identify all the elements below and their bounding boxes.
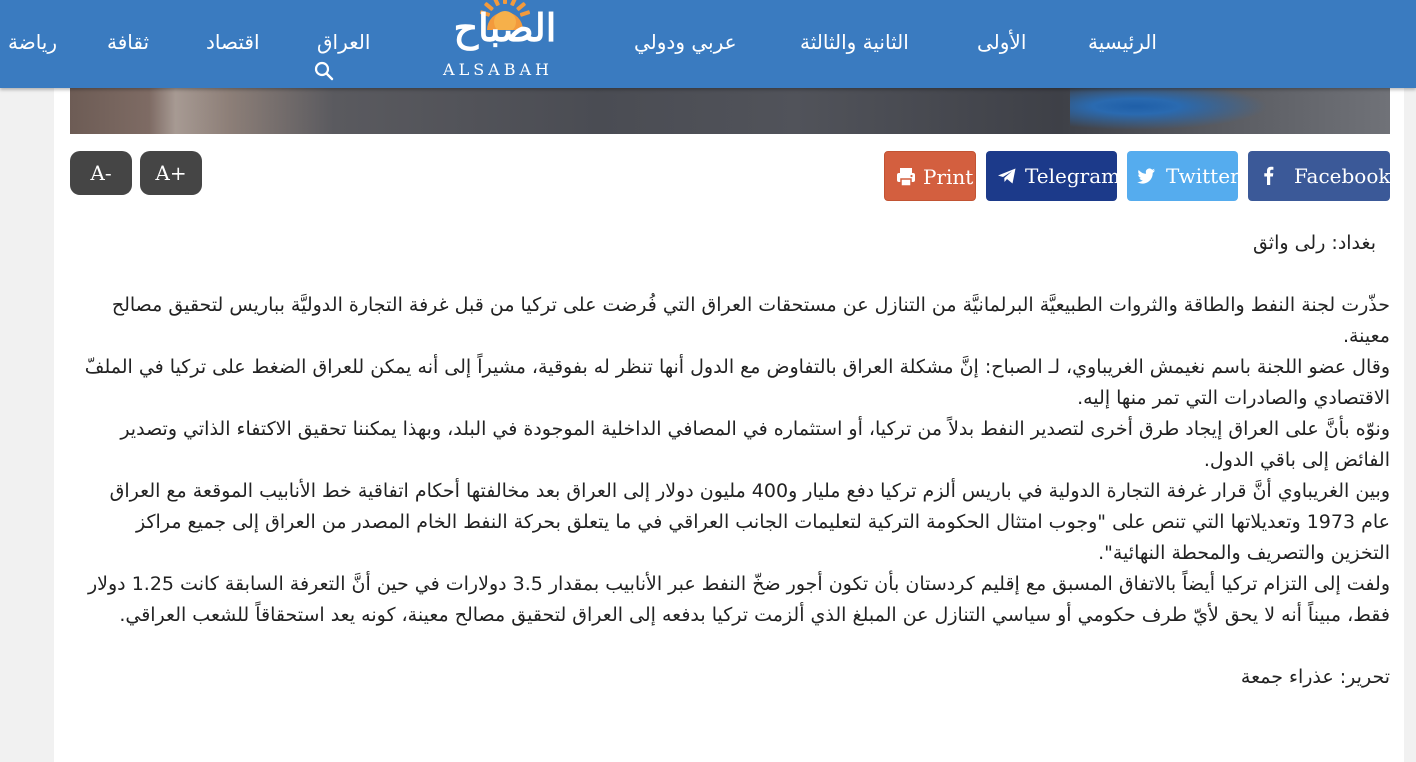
- article-body: [78, 228, 1390, 693]
- nav-item-economy[interactable]: اقتصاد: [206, 30, 260, 54]
- spacer: [78, 259, 1390, 290]
- nav-item-iraq[interactable]: العراق: [317, 30, 371, 54]
- article-paragraph: ونوّه بأنَّ على العراق إيجاد طرق أخرى لتصدير النفط بدلاً من تركيا، أو استثماره في المصافي الداخلية الموجودة في البلد، وبهذا يمكننا تحقيق الاكتفاء الذاتي وتصدير الفائض إلى باقي الدول.: [120, 418, 1390, 471]
- search-icon[interactable]: [313, 60, 335, 82]
- nav-item-second-third[interactable]: الثانية والثالثة: [800, 30, 909, 54]
- nav-item-home[interactable]: الرئيسية: [1088, 30, 1157, 54]
- site-logo[interactable]: [422, 0, 582, 84]
- facebook-label: Facebook: [1294, 164, 1391, 188]
- nav-item-first[interactable]: الأولى: [977, 30, 1027, 54]
- nav-item-sport[interactable]: رياضة: [8, 30, 58, 54]
- spacer: [78, 631, 1390, 662]
- twitter-share-button[interactable]: [1127, 151, 1238, 201]
- logo-arabic-text: الصباح: [453, 5, 557, 50]
- nav-item-culture[interactable]: ثقافة: [107, 30, 150, 54]
- twitter-icon: [1135, 165, 1157, 187]
- print-button[interactable]: [884, 151, 976, 201]
- printer-icon: [895, 166, 917, 188]
- article-photo: [70, 88, 1390, 134]
- top-navigation-bar: [0, 0, 1416, 88]
- article-paragraph: وقال عضو اللجنة باسم نغيمش الغريباوي، لـ الصباح: إنَّ مشكلة العراق بالتفاوض مع الدول أنها تنظر له بفوقية، مشيراً إلى أنه يمكن للعراق الضغط على تركيا في الملفّ الاقتصادي والصادرات التي تمر منها إليه.: [84, 356, 1390, 409]
- print-label: Print: [923, 165, 974, 189]
- facebook-icon: [1258, 165, 1280, 187]
- article-paragraph: حذّرت لجنة النفط والطاقة والثروات الطبيعيَّة البرلمانيَّة من التنازل عن مستحقات العراق التي فُرضت على تركيا من قبل غرفة التجارة الدوليَّة بباريس لتحقيق مصالح معينة.: [111, 294, 1390, 347]
- telegram-label: Telegram: [1025, 164, 1121, 188]
- telegram-icon: [996, 165, 1018, 187]
- font-decrease-button[interactable]: A-: [70, 151, 132, 195]
- article-paragraph: وبين الغريباوي أنَّ قرار غرفة التجارة الدولية في باريس ألزم تركيا دفع مليار و400 مليون دولار إلى العراق بعد مخالفتها أحكام اتفاقية خط الأنابيب الموقعة مع العراق عام 1973 وتعديلاتها التي تنص على "وجوب امتثال الحكومة التركية لتعليمات الجانب العراقي في ما يتعلق بحركة النفط الخام المصدر من العراق إلى جميع مراكز التخزين والتصريف والمحطة النهائية".: [109, 480, 1390, 564]
- telegram-share-button[interactable]: [986, 151, 1121, 201]
- nav-item-arab-intl[interactable]: عربي ودولي: [634, 30, 737, 54]
- photo-accent: [1070, 88, 1290, 134]
- font-increase-button[interactable]: A+: [140, 151, 202, 195]
- facebook-share-button[interactable]: [1248, 151, 1390, 201]
- logo-english-text: ALSABAH: [443, 60, 553, 79]
- article-byline: بغداد: رلى واثق: [1252, 232, 1376, 254]
- article-paragraph: ولفت إلى التزام تركيا أيضاً بالاتفاق المسبق مع إقليم كردستان بأن تكون أجور ضخّ النفط عبر الأنابيب بمقدار 3.5 دولارات في حين أنَّ التعرفة السابقة كانت 1.25 دولار فقط، مبيناً أنه لا يحق لأيّ طرف حكومي أو سياسي التنازل عن المبلغ الذي ألزمت تركيا بدفعه إلى العراق لتحقيق مصالح معينة، كونه يعد استحقاقاً للشعب العراقي.: [88, 573, 1390, 626]
- article-editor: تحرير: عذراء جمعة: [1240, 666, 1390, 688]
- twitter-label: Twitter: [1166, 164, 1240, 188]
